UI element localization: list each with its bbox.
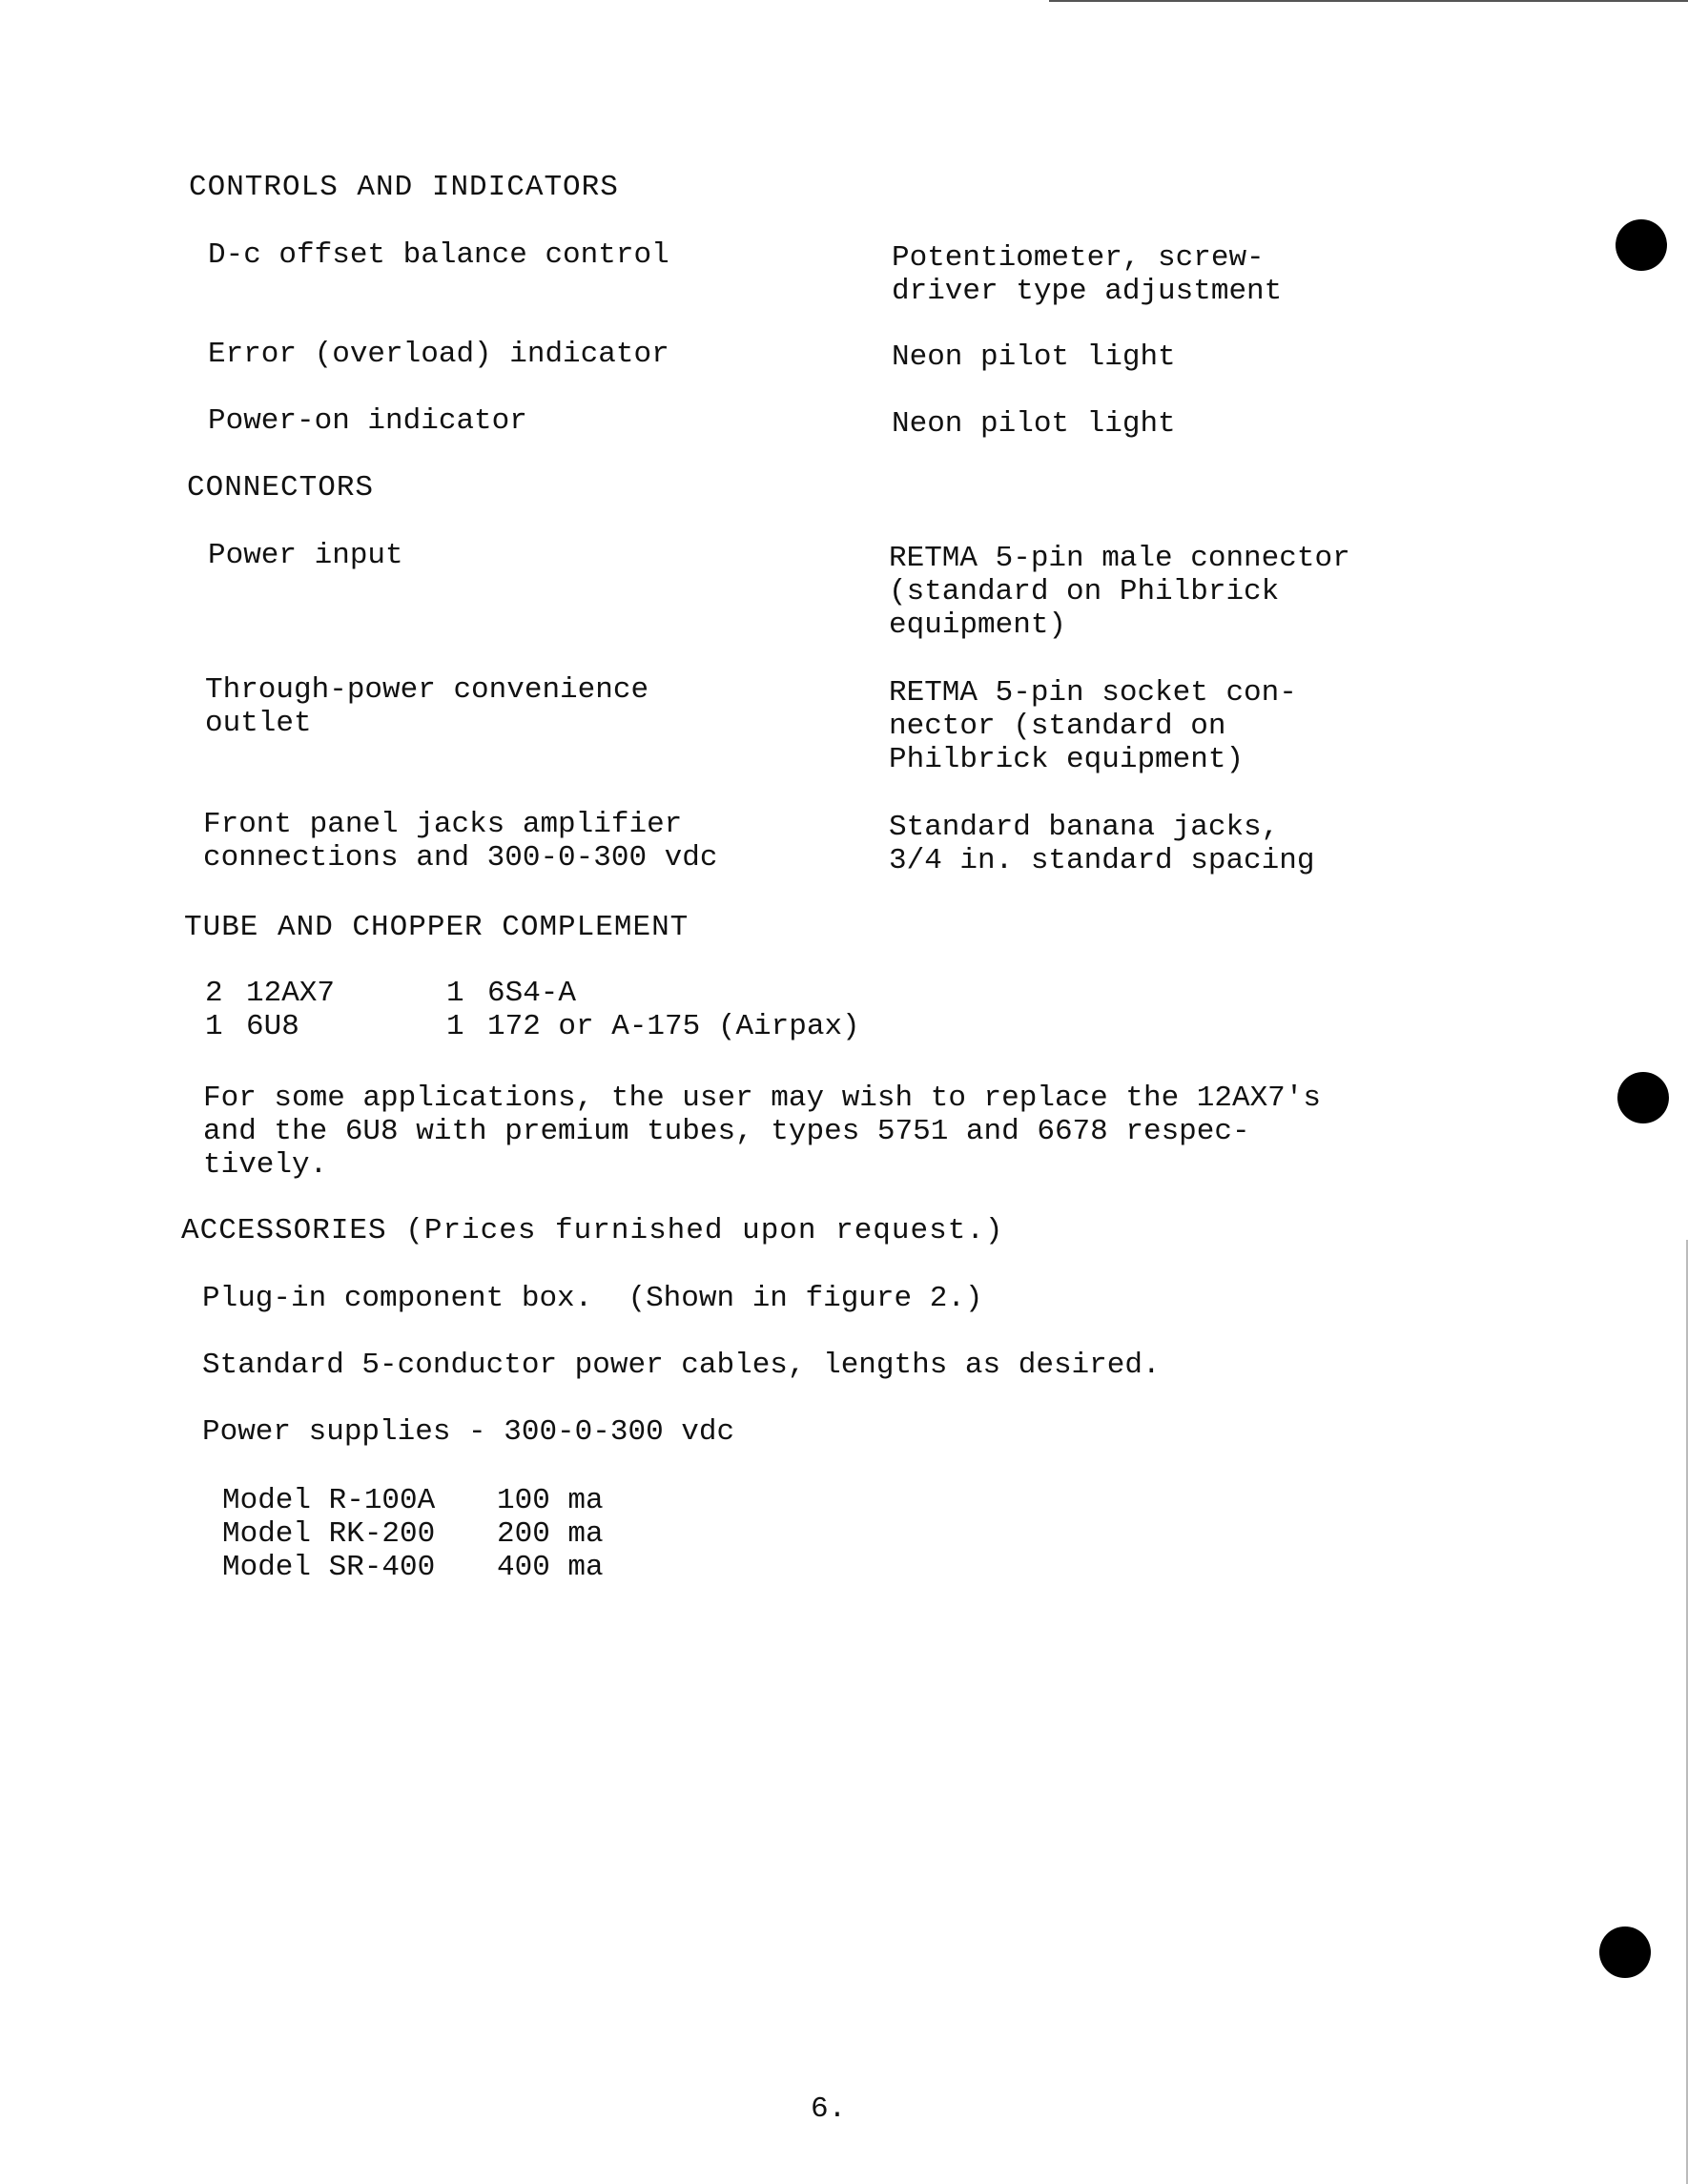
connector-item-name: Through-power convenience [205, 673, 649, 707]
connector-item-description: equipment) [889, 608, 1067, 642]
connector-item-description: nector (standard on [889, 710, 1226, 743]
control-item-description: Potentiometer, screw- [892, 241, 1265, 275]
tube-type: 12AX7 [246, 977, 336, 1010]
power-supply-model: Model RK-200 [222, 1517, 436, 1551]
connector-item-name: outlet [205, 707, 312, 740]
connector-item-name: connections and 300-0-300 vdc [203, 841, 718, 875]
top-edge-rule [1049, 0, 1688, 2]
tube-type: 172 or A-175 (Airpax) [487, 1010, 860, 1043]
control-item-name: Error (overload) indicator [208, 338, 669, 371]
accessory-item: Standard 5-conductor power cables, lengths as desired. [202, 1349, 1161, 1382]
control-item-description: Neon pilot light [892, 407, 1176, 441]
control-item-name: Power-on indicator [208, 404, 527, 438]
connectors-heading: CONNECTORS [187, 471, 375, 505]
tube-qty: 2 [205, 977, 223, 1010]
accessory-item: Plug-in component box. (Shown in figure 2.) [202, 1282, 983, 1315]
tube-qty: 1 [446, 977, 464, 1010]
power-supply-rating: 100 ma [497, 1484, 604, 1517]
connector-item-description: RETMA 5-pin socket con- [889, 676, 1297, 710]
control-item-description: driver type adjustment [892, 275, 1283, 308]
connector-item-description: (standard on Philbrick [889, 575, 1280, 608]
controls-heading: CONTROLS AND INDICATORS [189, 171, 619, 204]
power-supply-rating: 200 ma [497, 1517, 604, 1551]
connector-item-name: Front panel jacks amplifier [203, 808, 683, 841]
power-supply-model: Model SR-400 [222, 1551, 436, 1584]
connector-item-name: Power input [208, 539, 403, 572]
connector-item-description: Philbrick equipment) [889, 743, 1245, 776]
connector-item-description: 3/4 in. standard spacing [889, 844, 1315, 877]
connector-item-description: Standard banana jacks, [889, 811, 1280, 844]
power-supply-model: Model R-100A [222, 1484, 436, 1517]
tube-note-line: For some applications, the user may wish to replace the 12AX7's [203, 1082, 1321, 1115]
tube-qty: 1 [205, 1010, 223, 1043]
binder-hole-middle [1617, 1072, 1669, 1123]
connector-item-description: RETMA 5-pin male connector [889, 542, 1350, 575]
accessories-heading: ACCESSORIES (Prices furnished upon request.) [181, 1214, 1004, 1247]
tube-note-line: and the 6U8 with premium tubes, types 5751 and 6678 respec- [203, 1115, 1250, 1148]
tube-type: 6S4-A [487, 977, 577, 1010]
binder-hole-bottom [1599, 1926, 1651, 1978]
power-supply-rating: 400 ma [497, 1551, 604, 1584]
control-item-description: Neon pilot light [892, 340, 1176, 374]
control-item-name: D-c offset balance control [208, 238, 669, 272]
accessory-item: Power supplies - 300-0-300 vdc [202, 1415, 735, 1449]
page-number: 6. [811, 2092, 847, 2126]
binder-hole-top [1616, 219, 1667, 271]
tube-type: 6U8 [246, 1010, 299, 1043]
tube-qty: 1 [446, 1010, 464, 1043]
tube-note-line: tively. [203, 1148, 328, 1182]
tube-heading: TUBE AND CHOPPER COMPLEMENT [184, 911, 690, 944]
